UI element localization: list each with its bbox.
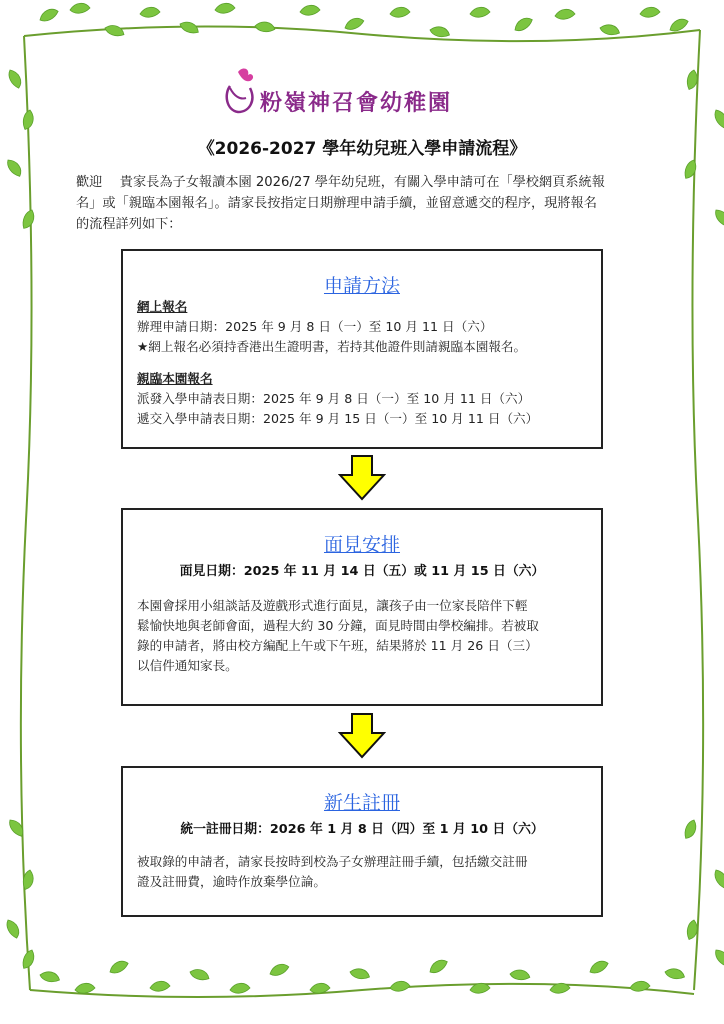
interview-text-line: 本園會採用小組談話及遊戲形式進行面見，讓孩子由一位家長陪伴下輕 — [137, 598, 528, 613]
interview-text-line: 以信件通知家長。 — [137, 658, 238, 673]
inperson-heading: 親臨本園報名 — [137, 371, 213, 386]
down-arrow-icon — [338, 455, 386, 501]
inperson-issue-date: 派發入學申請表日期：2025 年 9 月 8 日（一）至 10 月 11 日（六） — [137, 391, 531, 406]
school-name: 粉嶺神召會幼稚園 — [260, 91, 453, 116]
intro-line: 歡迎 貴家長為子女報讀本園 2026/27 學年幼兒班，有關入學申請可在「學校網頁系統報 — [76, 175, 605, 190]
intro-line: 的流程詳列如下： — [76, 217, 182, 232]
box-title: 新生註冊 — [323, 792, 400, 814]
online-heading: 網上報名 — [137, 299, 188, 314]
logo-mark-icon — [216, 66, 264, 116]
intro-paragraph — [76, 172, 654, 235]
box-title: 申請方法 — [323, 275, 400, 297]
down-arrow-icon — [338, 713, 386, 759]
registration-text-line: 證及註冊費，逾時作放棄學位論。 — [137, 874, 326, 889]
intro-line: 名」或「親臨本園報名」。請家長按指定日期辦理申請手續，並留意遞交的程序，現將報名 — [76, 196, 597, 211]
interview-text-line: 錄的申請者，將由校方編配上午或下午班，結果將於 11 月 26 日（三） — [137, 638, 538, 653]
application-method-box — [121, 249, 603, 449]
box-title: 面見安排 — [323, 534, 400, 556]
registration-date: 統一註冊日期：2026 年 1 月 8 日（四）至 1 月 10 日（六） — [180, 822, 544, 837]
inperson-submit-date: 遞交入學申請表日期：2025 年 9 月 15 日（一）至 10 月 11 日（六） — [137, 411, 539, 426]
online-note: ★網上報名必須持香港出生證明書，若持其他證件則請親臨本園報名。 — [137, 339, 527, 354]
new-student-registration-box — [121, 766, 603, 917]
interview-arrangement-box — [121, 508, 603, 706]
document-title: 《2026-2027 學年幼兒班入學申請流程》 — [197, 139, 527, 159]
school-logo — [216, 66, 516, 118]
online-date: 辦理申請日期：2025 年 9 月 8 日（一）至 10 月 11 日（六） — [137, 319, 493, 334]
interview-date: 面見日期：2025 年 11 月 14 日（五）或 11 月 15 日（六） — [179, 564, 545, 579]
registration-text-line: 被取錄的申請者，請家長按時到校為子女辦理註冊手續，包括繳交註冊 — [137, 854, 528, 869]
interview-text-line: 鬆愉快地與老師會面，過程大約 30 分鐘，面見時間由學校編排。若被取 — [137, 618, 539, 633]
